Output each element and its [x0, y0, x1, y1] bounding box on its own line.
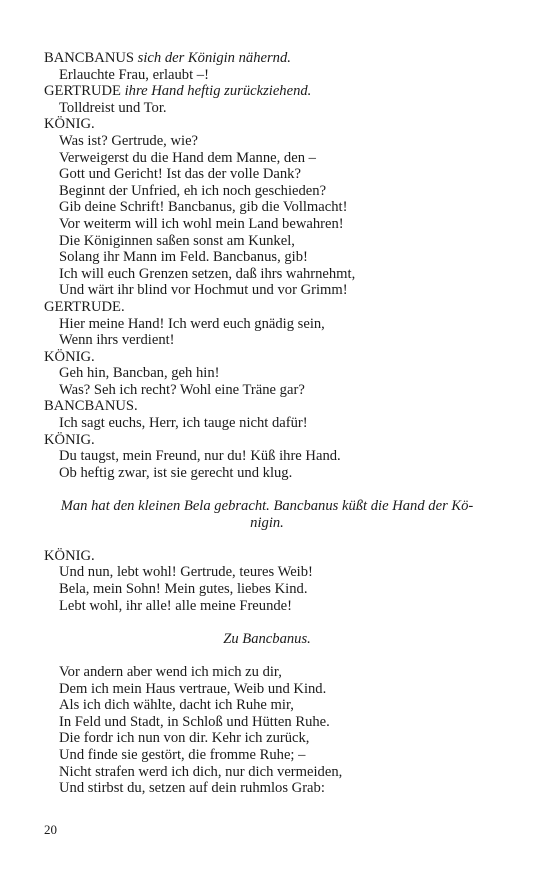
- verse-line: Wenn ihrs verdient!: [59, 332, 175, 349]
- verse-line: Und wärt ihr blind vor Hochmut und vor Grimm!: [59, 282, 348, 299]
- verse-line: In Feld und Stadt, in Schloß und Hütten Ruhe.: [59, 713, 330, 730]
- verse-line: Bela, mein Sohn! Mein gutes, liebes Kind.: [59, 581, 308, 597]
- speaker-line: [44, 398, 490, 415]
- verse-line: Die Königinnen saßen sonst am Kunkel,: [59, 232, 295, 249]
- verse-line: Dem ich mein Haus vertraue, Weib und Kind.: [59, 680, 327, 697]
- speaker-name: GERTRUDE: [44, 83, 121, 100]
- stage-direction-line: Man hat den kleinen Bela gebracht. Bancbanus küßt die Hand der Kö-: [60, 498, 474, 515]
- dialogue-block-1: [44, 50, 490, 481]
- speaker-line: [44, 349, 490, 366]
- verse-line: Solang ihr Mann im Feld. Bancbanus, gib!: [59, 249, 308, 266]
- speaker-name: KÖNIG.: [44, 348, 95, 365]
- verse-line: Gott und Gericht! Ist das der volle Dank?: [59, 166, 301, 183]
- speaker-line: [44, 299, 490, 316]
- verse-line: Ich will euch Grenzen setzen, daß ihrs wahrnehmt,: [59, 265, 356, 282]
- speaker-line: [44, 432, 490, 449]
- verse-line: Du taugst, mein Freund, nur du! Küß ihre Hand.: [59, 448, 341, 465]
- speaker-name: KÖNIG.: [44, 431, 95, 448]
- speaker-name: KÖNIG.: [44, 116, 95, 133]
- verse-line: Gib deine Schrift! Bancbanus, gib die Vollmacht!: [59, 199, 348, 216]
- verse-line: Vor weiterm will ich wohl mein Land bewahren!: [59, 215, 344, 232]
- stage-direction-inline: ihre Hand heftig zurückziehend.: [124, 83, 312, 100]
- stage-direction-inline: sich der Königin nähernd.: [137, 50, 291, 66]
- speaker-name: KÖNIG.: [44, 547, 95, 564]
- dialogue-block-3: [44, 664, 490, 797]
- verse-line: Nicht strafen werd ich dich, nur dich vermeiden,: [59, 763, 343, 780]
- verse-line: Verweigerst du die Hand dem Manne, den –: [59, 149, 316, 166]
- speaker-line: [44, 50, 490, 67]
- speaker-name: BANCBANUS: [44, 50, 135, 66]
- verse-line: Ob heftig zwar, ist sie gerecht und klug.: [59, 464, 293, 481]
- page-number: 20: [44, 822, 57, 837]
- stage-direction-centered: Zu Bancbanus.: [223, 630, 311, 647]
- verse-line: Und finde sie gestört, die fromme Ruhe; –: [59, 746, 306, 763]
- verse-line: Was ist? Gertrude, wie?: [59, 132, 199, 149]
- dialogue-block-2: [44, 548, 490, 614]
- speaker-line: [44, 116, 490, 133]
- blank-line: [44, 481, 490, 498]
- page-body: [44, 50, 490, 797]
- verse-line: Und stirbst du, setzen auf dein ruhmlos Grab:: [59, 780, 325, 797]
- stage-direction-line: nigin.: [250, 514, 284, 531]
- verse-line: Beginnt der Unfried, eh ich noch geschieden?: [59, 182, 327, 199]
- verse-line: Geh hin, Bancban, geh hin!: [59, 365, 220, 382]
- verse-line: Erlauchte Frau, erlaubt –!: [59, 66, 209, 83]
- blank-line: [44, 614, 490, 631]
- blank-line: [44, 647, 490, 664]
- blank-line: [44, 531, 490, 548]
- verse-line: Ich sagt euchs, Herr, ich tauge nicht dafür!: [59, 415, 308, 432]
- verse-line: Vor andern aber wend ich mich zu dir,: [59, 663, 282, 680]
- verse-line: Tolldreist und Tor.: [59, 99, 167, 116]
- speaker-line: [44, 548, 490, 565]
- verse-line: Lebt wohl, ihr alle! alle meine Freunde!: [59, 597, 293, 614]
- speaker-name: BANCBANUS.: [44, 398, 138, 415]
- verse-line: Als ich dich wählte, dacht ich Ruhe mir,: [59, 697, 294, 714]
- speaker-name: GERTRUDE.: [44, 298, 125, 315]
- verse-line: Und nun, lebt wohl! Gertrude, teures Weib!: [59, 564, 313, 581]
- verse-line: Die fordr ich nun von dir. Kehr ich zurück,: [59, 730, 310, 747]
- verse-line: Hier meine Hand! Ich werd euch gnädig sein,: [59, 315, 325, 332]
- speaker-line: [44, 83, 490, 100]
- verse-line: Was? Seh ich recht? Wohl eine Träne gar?: [59, 381, 305, 398]
